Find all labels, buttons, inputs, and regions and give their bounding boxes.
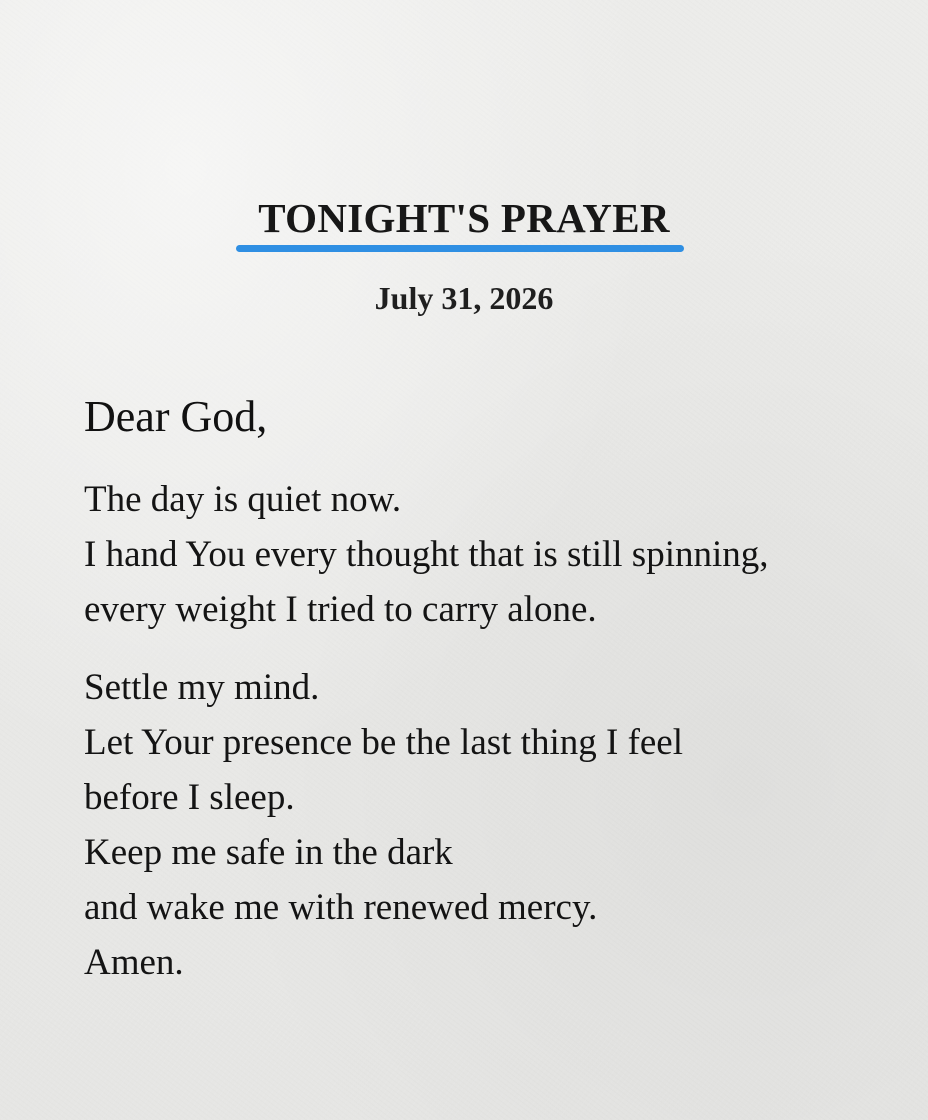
prayer-line: Settle my mind. xyxy=(84,667,320,708)
prayer-line: The day is quiet now. xyxy=(84,479,402,520)
prayer-line: and wake me with renewed mercy. xyxy=(84,887,598,928)
prayer-stanza-1 xyxy=(84,472,904,637)
prayer-line: Let Your presence be the last thing I feel xyxy=(84,722,684,763)
prayer-line: I hand You every thought that is still spinning, xyxy=(84,534,769,575)
prayer-greeting: Dear God, xyxy=(84,392,268,441)
prayer-line: Keep me safe in the dark xyxy=(84,832,453,873)
prayer-closing: Amen. xyxy=(84,942,184,983)
prayer-line: every weight I tried to carry alone. xyxy=(84,589,597,630)
prayer-stanza-2 xyxy=(84,660,904,990)
prayer-date: July 31, 2026 xyxy=(374,280,554,316)
page-title: TONIGHT'S PRAYER xyxy=(258,195,670,241)
title-underline xyxy=(236,245,684,252)
prayer-line: before I sleep. xyxy=(84,777,295,818)
